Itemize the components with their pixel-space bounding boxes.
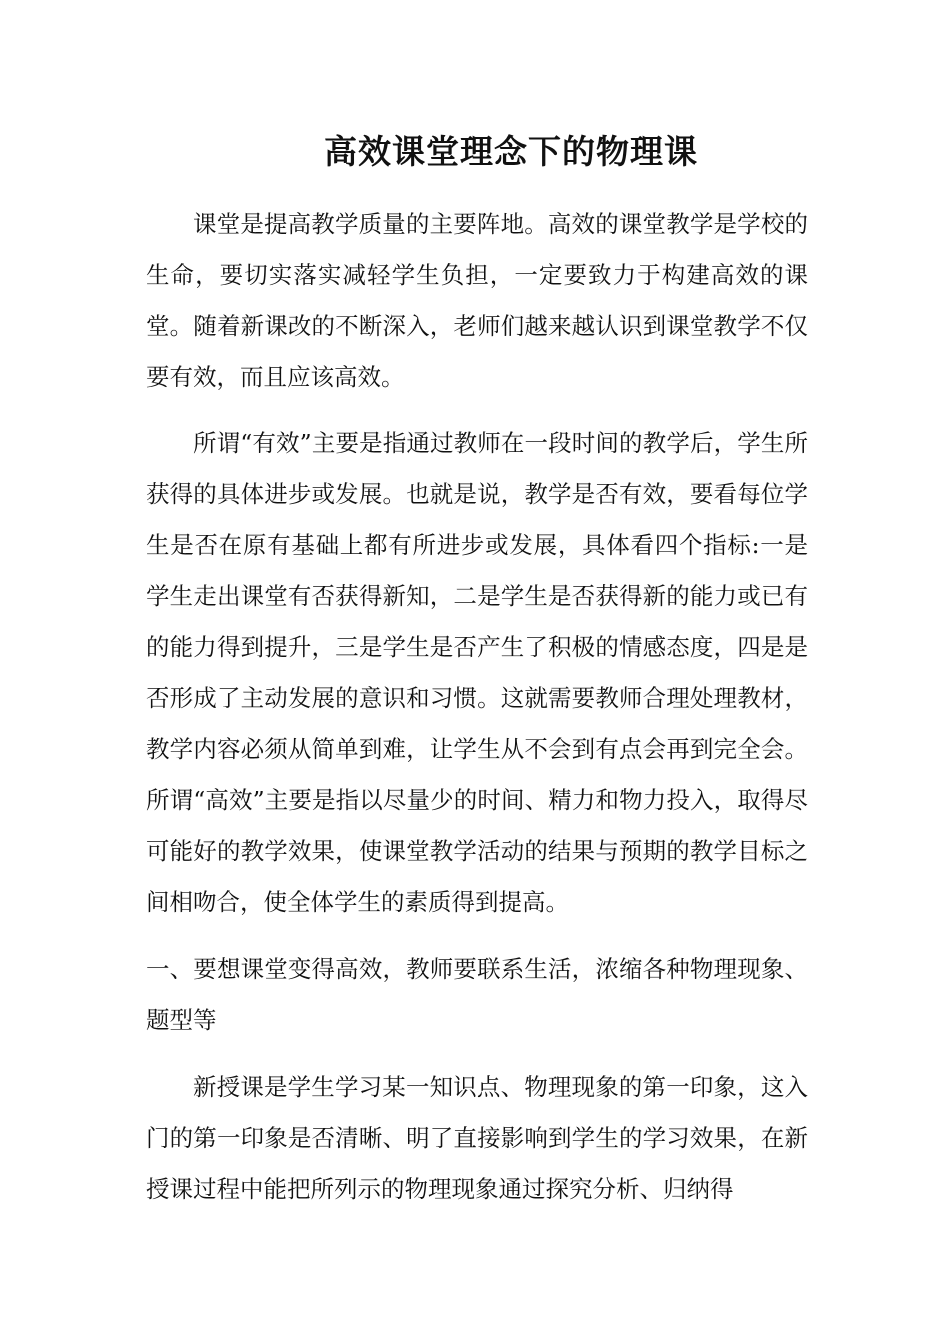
section-heading: 一、要想课堂变得高效，教师要联系生活，浓缩各种物理现象、题型等 — [146, 955, 808, 1034]
paragraph-effective-definition: 所谓“有效”主要是指通过教师在一段时间的教学后，学生所获得的具体进步或发展。也就是说，教学是否有效，要看每位学生是否在原有基础上都有所进步或发展，具体看四个指标:一是学生走出课堂有否获得新知，二是学生是否获得新的能力或已有的能力得到提升，三是学生是否产生了积极的情感态度，四是是否形成了主动发展的意识和习惯。这就需要教师合理处理教材，教学内容必须从简单到难，让学生从不会到有点会再到完全会。所谓“高效”主要是指以尽量少的时间、精力和物力投入，取得尽可能好的教学效果，使课堂教学活动的结果与预期的教学目标之间相吻合，使全体学生的素质得到提高。 — [146, 429, 808, 916]
paragraph-new-lesson: 新授课是学生学习某一知识点、物理现象的第一印象，这入门的第一印象是否清晰、明了直接影响到学生的学习效果，在新授课过程中能把所列示的物理现象通过探究分析、归纳得 — [146, 1073, 808, 1203]
paragraph-intro: 课堂是提高教学质量的主要阵地。高效的课堂教学是学校的生命，要切实落实减轻学生负担，一定要致力于构建高效的课堂。随着新课改的不断深入，老师们越来越认识到课堂教学不仅要有效，而且应该高效。 — [146, 210, 808, 391]
document-title: 高效课堂理念下的物理课 — [324, 132, 698, 171]
